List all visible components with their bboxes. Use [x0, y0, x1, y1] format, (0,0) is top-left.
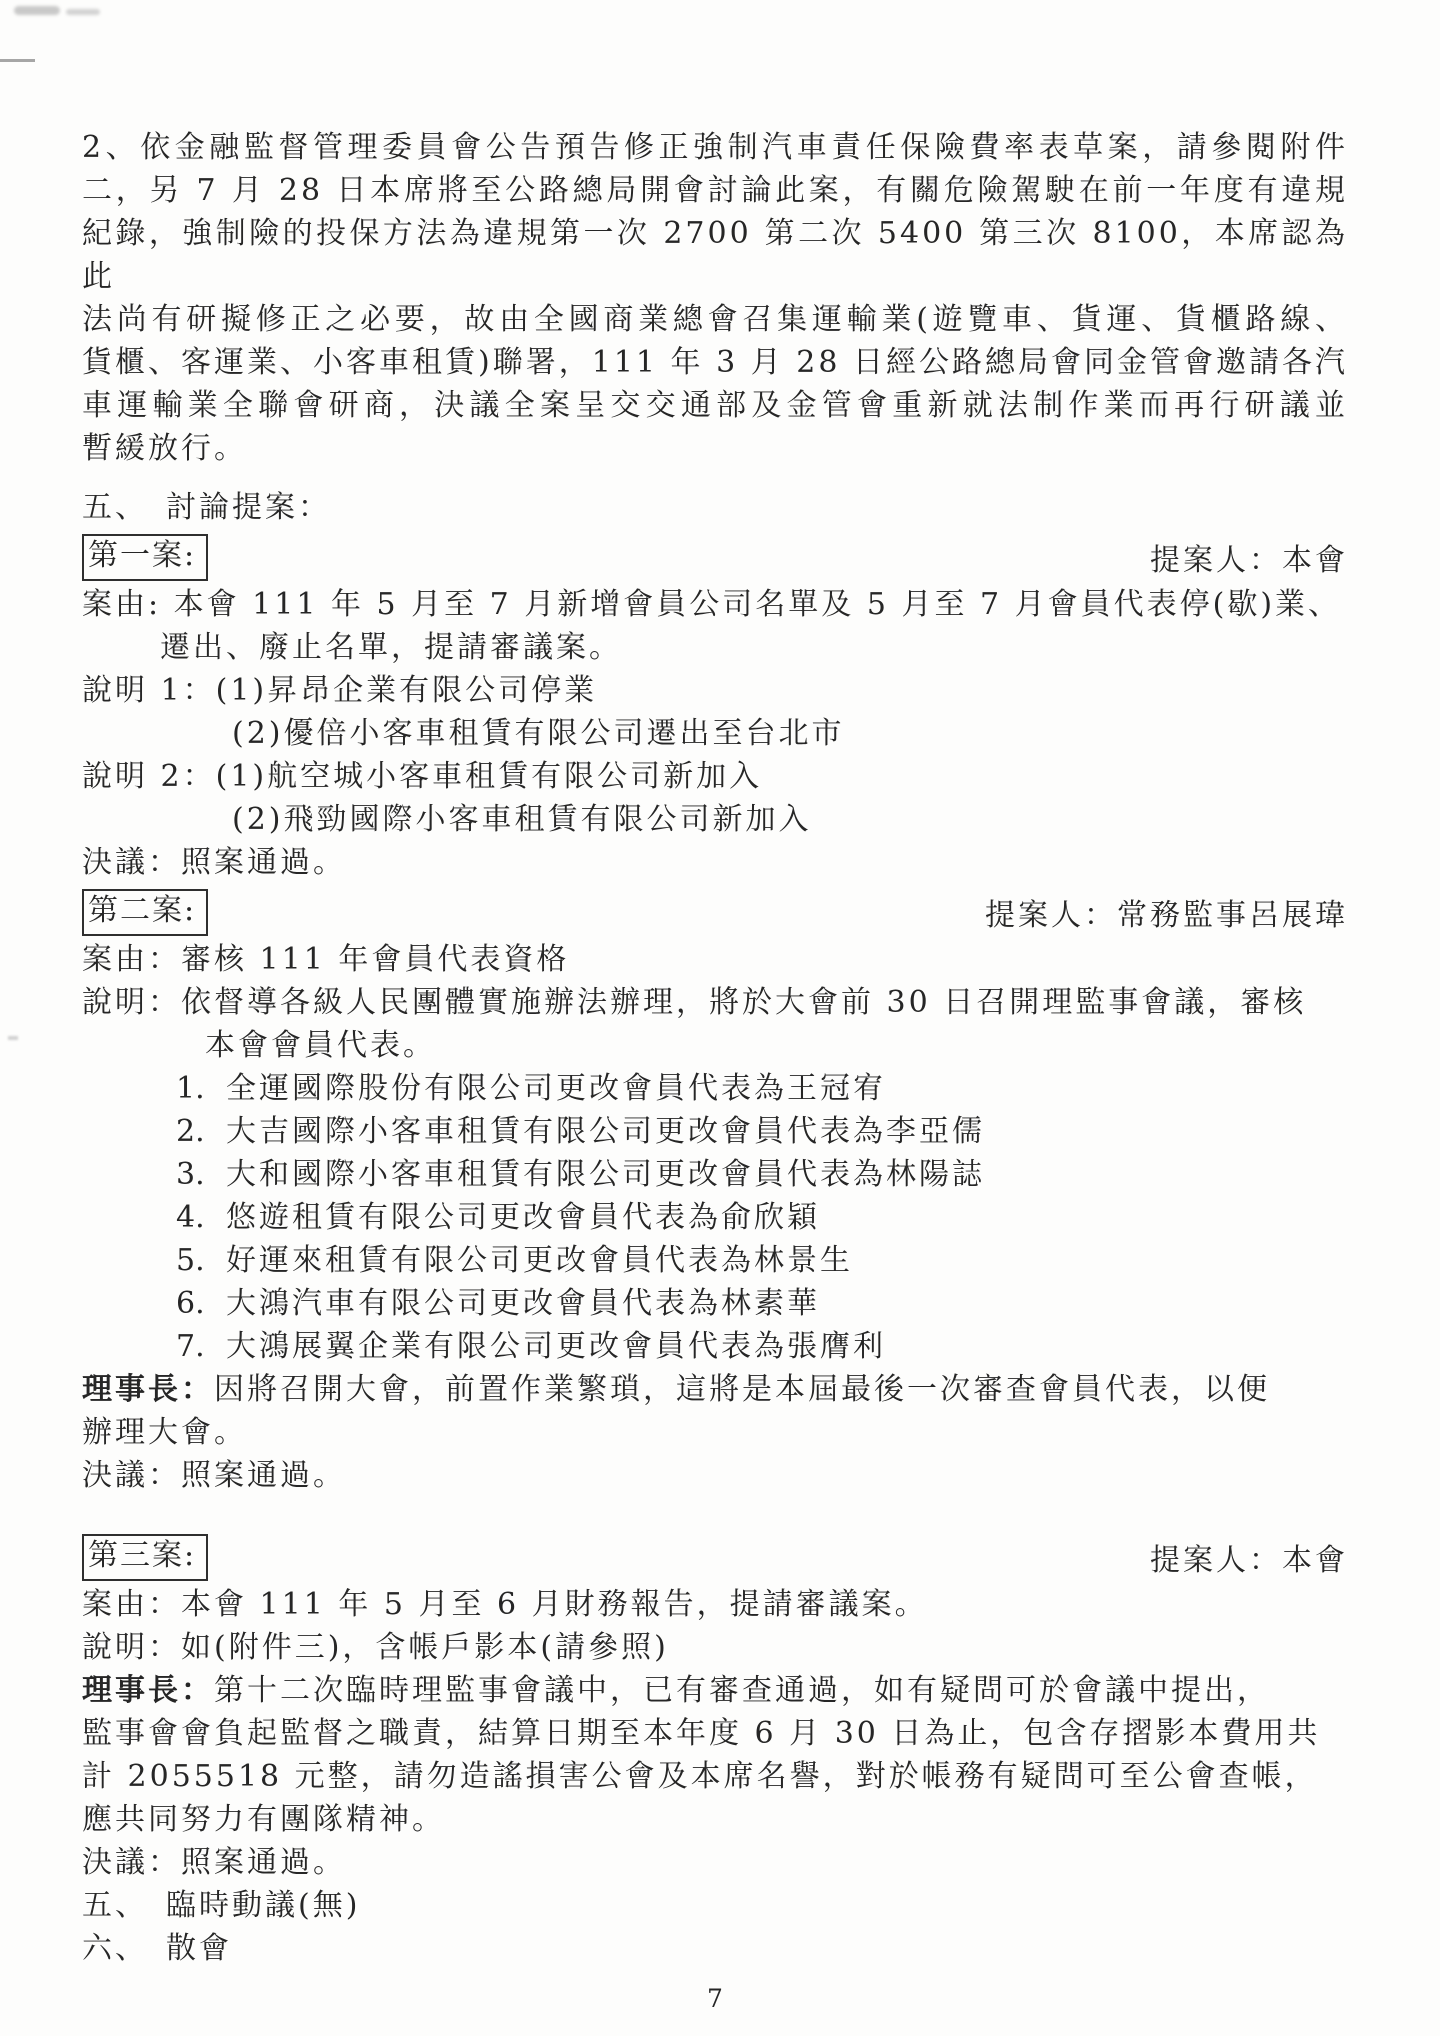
paragraph-line: 二，另 7 月 28 日本席將至公路總局開會討論此案，有關危險駕駛在前一年度有違規 — [82, 173, 1348, 208]
list-item-number: 7. — [176, 1329, 205, 1364]
case-2-proposer: 提案人：常務監事呂展瑋 — [985, 898, 1348, 933]
list-item-text: 大和國際小客車租賃有限公司更改會員代表為林陽誌 — [226, 1157, 985, 1192]
case-2-note-line: 說明：依督導各級人民團體實施辦法辦理，將於大會前 30 日召開理監事會議，審核 — [82, 985, 1307, 1020]
list-item-text: 全運國際股份有限公司更改會員代表為王冠宥 — [226, 1071, 886, 1106]
case-2-subject-line: 案由：審核 111 年會員代表資格 — [82, 942, 570, 977]
list-item-text: 大鴻汽車有限公司更改會員代表為林素華 — [226, 1286, 820, 1321]
paragraph-line: 車運輸業全聯會研商，決議全案呈交交通部及金管會重新就法制作業而再行研議並 — [82, 388, 1348, 423]
case-3-resolution: 決議：照案通過。 — [82, 1845, 346, 1880]
case-1-note-1-continuation: (2)優倍小客車租賃有限公司遷出至台北市 — [232, 716, 845, 751]
document-content — [82, 126, 1348, 2013]
chair-statement-text: 第十二次臨時理監事會議中，已有審查通過，如有疑問可於會議中提出， — [214, 1673, 1270, 1708]
case-3-subject-line: 案由：本會 111 年 5 月至 6 月財務報告，提請審議案。 — [82, 1587, 928, 1622]
chair-label: 理事長： — [82, 1372, 214, 1407]
paragraph-line: 暫緩放行。 — [82, 431, 247, 466]
list-item-text: 大吉國際小客車租賃有限公司更改會員代表為李亞儒 — [226, 1114, 985, 1149]
case-3-proposer: 提案人：本會 — [1150, 1543, 1348, 1578]
case-1-note-1: 說明 1：(1)昇昂企業有限公司停業 — [82, 673, 598, 708]
list-item-text: 大鴻展翼企業有限公司更改會員代表為張膺利 — [226, 1329, 886, 1364]
list-item — [82, 1153, 1348, 1196]
list-item-number: 1. — [176, 1071, 205, 1106]
case-2-section — [82, 886, 1348, 1497]
case-3-note-line: 說明：如(附件三)，含帳戶影本(請參照) — [82, 1630, 669, 1665]
case-3-chair-continuation: 應共同努力有團隊精神。 — [82, 1802, 445, 1837]
paragraph-line: 法尚有研擬修正之必要，故由全國商業總會召集運輸業(遊覽車、貨運、貨櫃路線、 — [82, 302, 1348, 337]
list-item — [82, 1067, 1348, 1110]
case-1-note-2-continuation: (2)飛勁國際小客車租賃有限公司新加入 — [232, 802, 812, 837]
case-1-subject-continuation: 遷出、廢止名單，提請審議案。 — [160, 630, 622, 665]
case-3-chair-continuation: 監事會會負起監督之職責，結算日期至本年度 6 月 30 日為止，包含存摺影本費用共 — [82, 1716, 1321, 1751]
case-3-chair-statement — [82, 1669, 1348, 1712]
chair-statement-text: 因將召開大會，前置作業繁瑣，這將是本屆最後一次審查會員代表，以便 — [214, 1372, 1270, 1407]
case-2-note-continuation: 本會會員代表。 — [205, 1028, 436, 1063]
list-item-number: 6. — [176, 1286, 205, 1321]
list-item — [82, 1110, 1348, 1153]
page-number: 7 — [707, 1984, 723, 2013]
case-1-proposer: 提案人：本會 — [1150, 543, 1348, 578]
list-item — [82, 1282, 1348, 1325]
closing-item-adjournment: 六、 散會 — [82, 1931, 232, 1966]
list-item — [82, 1325, 1348, 1368]
list-item — [82, 1196, 1348, 1239]
case-1-subject-line: 案由: 本會 111 年 5 月至 7 月新增會員公司名單及 5 月至 7 月會員代表停(歇)業、 — [82, 587, 1342, 622]
paragraph-line: 貨櫃、客運業、小客車租賃)聯署，111 年 3 月 28 日經公路總局會同金管會邀請各汽 — [82, 345, 1348, 380]
closing-item-extraordinary-motions: 五、 臨時動議(無) — [82, 1888, 361, 1923]
paragraph-line: 紀錄，強制險的投保方法為違規第一次 2700 第二次 5400 第三次 8100，本席認為此 — [82, 216, 1348, 294]
list-item-text: 悠遊租賃有限公司更改會員代表為俞欣穎 — [226, 1200, 820, 1235]
case-1-note-2: 說明 2：(1)航空城小客車租賃有限公司新加入 — [82, 759, 763, 794]
body-paragraph — [82, 126, 1348, 470]
case-1-header — [82, 531, 1348, 583]
scan-edge-mark-artifact — [8, 1036, 18, 1040]
case-2-chair-statement — [82, 1368, 1348, 1411]
case-3-section — [82, 1531, 1348, 1884]
case-1-label-box: 第一案: — [82, 534, 208, 581]
case-3-label-box: 第三案: — [82, 1534, 208, 1581]
chair-label: 理事長： — [82, 1673, 214, 1708]
list-item-number: 5. — [176, 1243, 205, 1278]
case-2-resolution: 決議：照案通過。 — [82, 1458, 346, 1493]
list-item-number: 4. — [176, 1200, 205, 1235]
case-1-section — [82, 531, 1348, 884]
case-2-label-box: 第二案: — [82, 889, 208, 936]
list-item-number: 3. — [176, 1157, 205, 1192]
case-1-resolution: 決議：照案通過。 — [82, 845, 346, 880]
list-item — [82, 1239, 1348, 1282]
scan-smudge-artifact — [66, 9, 100, 15]
case-2-chair-continuation: 辦理大會。 — [82, 1415, 247, 1450]
case-3-header — [82, 1531, 1348, 1583]
scan-smudge-artifact — [14, 6, 60, 15]
section-heading: 五、 討論提案： — [82, 490, 331, 525]
list-item-number: 2. — [176, 1114, 205, 1149]
paragraph-line: 2、依金融監督管理委員會公告預告修正強制汽車責任保險費率表草案，請參閱附件 — [82, 130, 1348, 165]
list-item-text: 好運來租賃有限公司更改會員代表為林景生 — [226, 1243, 853, 1278]
case-3-chair-continuation: 計 2055518 元整，請勿造謠損害公會及本席名譽，對於帳務有疑問可至公會查帳， — [82, 1759, 1318, 1794]
case-2-header — [82, 886, 1348, 938]
member-change-list — [82, 1067, 1348, 1368]
scan-edge-mark-artifact — [0, 59, 35, 62]
